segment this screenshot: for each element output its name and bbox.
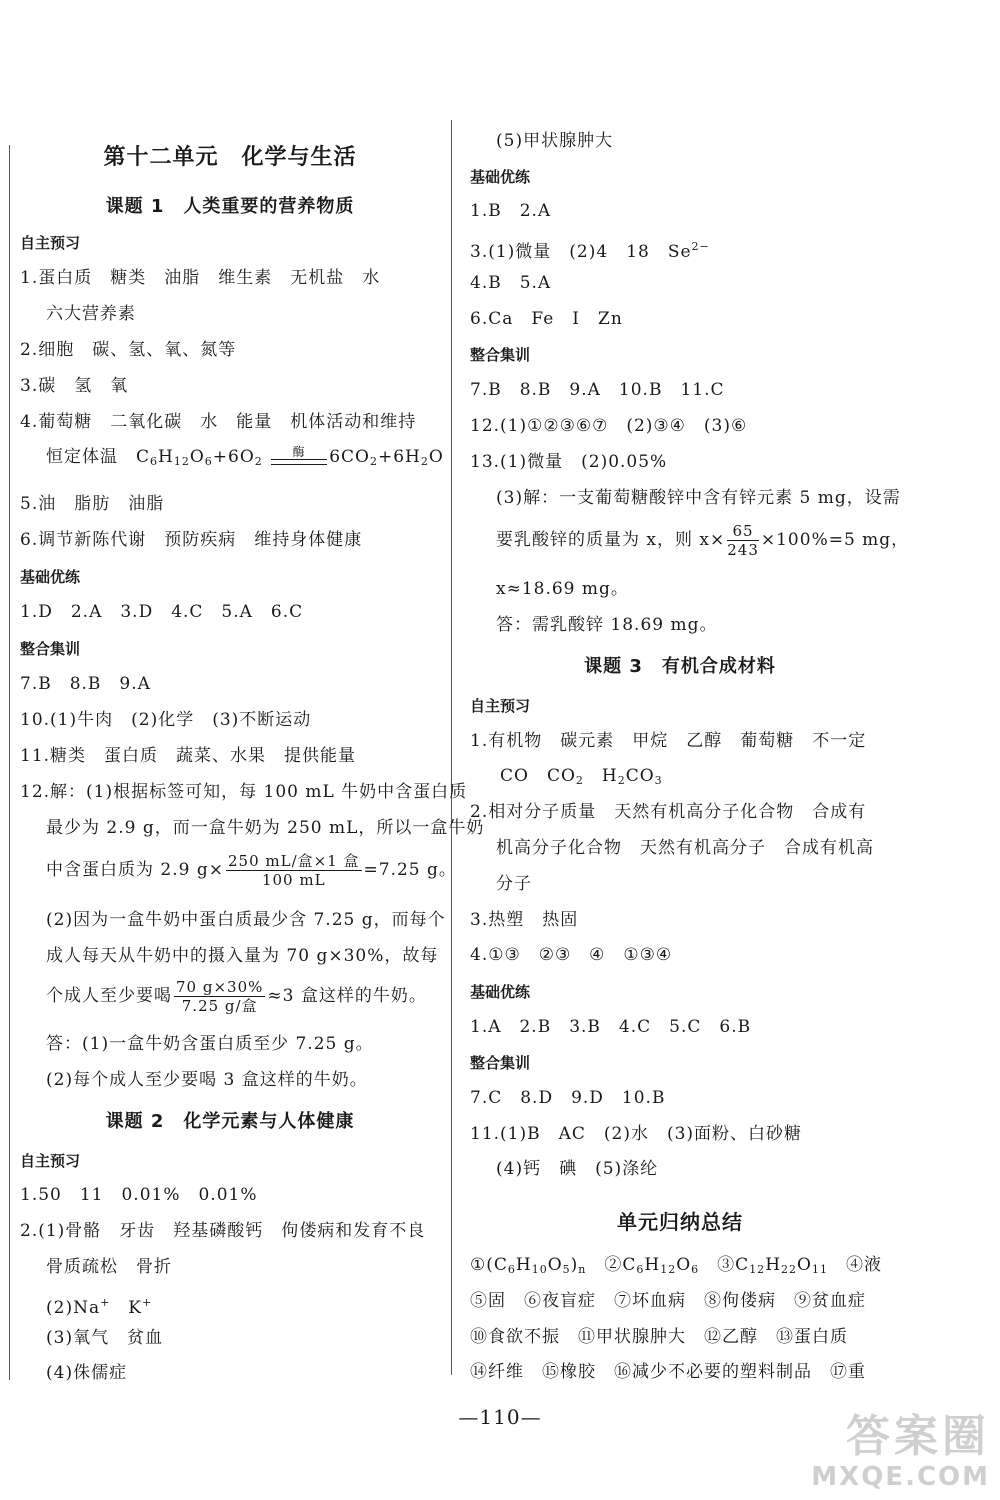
answer-line: 12.解：(1)根据标签可知，每 100 mL 牛奶中含蛋白质: [20, 782, 468, 802]
formula-subscript: 6: [150, 455, 159, 468]
formula-subscript: 6: [691, 1263, 700, 1276]
answer-line: 4.B 5.A: [470, 273, 552, 293]
formula-text: 6CO: [329, 447, 370, 467]
formula-text: H: [583, 766, 618, 786]
formula-subscript: 2: [369, 455, 378, 468]
formula-subscript: 11: [811, 1263, 828, 1276]
answer-line: 3.碳 氢 氧: [20, 376, 129, 396]
formula-text: O: [189, 447, 205, 467]
watermark-url: MXQE.COM: [811, 1462, 990, 1492]
formula-text: H: [644, 1255, 661, 1275]
answer-line: 3.热塑 热固: [470, 910, 579, 930]
topic-2-title: 课题 2 化学元素与人体健康: [105, 1111, 355, 1132]
formula-subscript: 12: [173, 455, 190, 468]
ion-text: (2)Na: [46, 1298, 101, 1318]
summary-line: [470, 1254, 882, 1281]
answer-line: [470, 765, 663, 792]
answer-line: 1.A 2.B 3.B 4.C 5.C 6.B: [470, 1017, 752, 1037]
answer-line: 10.(1)牛肉 (2)化学 (3)不断运动: [20, 710, 312, 730]
answer-line: 7.C 8.D 9.D 10.B: [470, 1088, 666, 1108]
formula-text: ): [570, 1255, 579, 1275]
formula-subscript: 22: [781, 1263, 798, 1276]
answer-line: (2)每个成人至少要喝 3 盒这样的牛奶。: [46, 1070, 368, 1090]
formula-subscript: 12: [749, 1263, 766, 1276]
formula-text: O: [547, 1255, 563, 1275]
formula-text: C: [136, 447, 151, 467]
ion-text: K: [110, 1298, 143, 1318]
formula-text: ③C: [699, 1255, 750, 1275]
answer-line: (2)因为一盒牛奶中蛋白质最少含 7.25 g，而每个: [46, 910, 446, 930]
answer-line: 1.D 2.A 3.D 4.C 5.A 6.C: [20, 602, 304, 622]
watermark: [811, 1412, 990, 1492]
formula-subscript: 2: [254, 455, 263, 468]
fraction: [174, 978, 265, 1015]
answer-line: (4)钙 碘 (5)涤纶: [496, 1159, 659, 1179]
answer-line: 6.调节新陈代谢 预防疾病 维持身体健康: [20, 530, 363, 550]
fraction-prefix: 个成人至少要喝: [46, 986, 172, 1006]
answer-line: [470, 236, 710, 263]
section-heading: 自主预习: [470, 697, 531, 715]
page-number: —110—: [458, 1405, 542, 1429]
answer-line: 4.①③ ②③ ④ ①③④: [470, 945, 673, 965]
formula-subscript: 2: [420, 455, 429, 468]
fraction-numerator: 65: [727, 522, 759, 541]
formula-text: H: [158, 447, 174, 467]
answer-line: 1.B 2.A: [470, 201, 552, 221]
answer-line: 5.油 脂肪 油脂: [20, 494, 165, 514]
fraction-denominator: 243: [727, 541, 759, 559]
section-heading: 基础优练: [470, 983, 531, 1001]
answer-line: (3)氧气 贫血: [46, 1328, 164, 1348]
summary-title: 单元归纳总结: [617, 1210, 743, 1234]
fraction: [226, 852, 362, 889]
answer-line: 13.(1)微量 (2)0.05%: [470, 452, 668, 472]
section-heading: 整合集训: [470, 346, 531, 364]
answer-line: 骨质疏松 骨折: [46, 1257, 172, 1277]
ion-text: 3.(1)微量 (2)4 18 Se: [470, 242, 692, 262]
answer-line: [20, 1292, 152, 1319]
formula-subscript: 2: [617, 774, 626, 787]
equation-prefix: 恒定体温: [46, 447, 136, 467]
topic-3-title: 课题 3 有机合成材料: [584, 656, 776, 677]
formula-text: CO: [625, 766, 655, 786]
fraction-denominator: 100 mL: [261, 871, 326, 889]
section-heading: 自主预习: [20, 1152, 81, 1170]
formula-text: ④液: [827, 1255, 882, 1275]
formula-subscript: 6: [204, 455, 213, 468]
answer-line: 7.B 8.B 9.A: [20, 674, 151, 694]
watermark-logo: 答案圈: [846, 1411, 990, 1462]
ion-charge: +: [100, 1296, 111, 1309]
fraction-denominator: 7.25 g/盒: [181, 997, 258, 1015]
summary-line: ⑩食欲不振 ⑪甲状腺肿大 ⑫乙醇 ⑬蛋白质: [470, 1327, 848, 1347]
fraction-suffix: ×100%=5 mg，: [760, 530, 910, 550]
formula-text: O: [428, 447, 444, 467]
answer-line: (3)解：一支葡萄糖酸锌中含有锌元素 5 mg，设需: [496, 488, 901, 508]
formula-text: H: [765, 1255, 782, 1275]
ion-charge: 2−: [691, 240, 710, 253]
section-heading: 整合集训: [470, 1054, 531, 1072]
answer-line: 机高分子化合物 天然有机高分子 合成有机高: [496, 838, 874, 858]
section-heading: 自主预习: [20, 234, 81, 252]
answer-line: 11.(1)B AC (2)水 (3)面粉、白砂糖: [470, 1124, 803, 1144]
fraction-suffix: ≈3 盒这样的牛奶。: [267, 986, 427, 1006]
answer-line: 1.蛋白质 糖类 油脂 维生素 无机盐 水: [20, 268, 381, 288]
answer-line: 11.糖类 蛋白质 蔬菜、水果 提供能量: [20, 746, 357, 766]
answer-line: 六大营养素: [46, 304, 136, 324]
formula-subscript: n: [578, 1263, 587, 1276]
summary-line: ⑭纤维 ⑮橡胶 ⑯减少不必要的塑料制品 ⑰重: [470, 1362, 866, 1382]
fraction-line: [20, 978, 427, 1015]
answer-line: 2.相对分子质量 天然有机高分子化合物 合成有: [470, 802, 867, 822]
fraction-suffix: =7.25 g。: [363, 860, 457, 880]
answer-line: 1.50 11 0.01% 0.01%: [20, 1185, 258, 1205]
answer-line: 2.细胞 碳、氢、氧、氮等: [20, 340, 237, 360]
answer-line: 答：需乳酸锌 18.69 mg。: [496, 615, 718, 635]
left-margin-rule: [9, 145, 10, 1380]
answer-line: 成人每天从牛奶中的摄入量为 70 g×30%，故每: [46, 946, 439, 966]
formula-subscript: 6: [507, 1263, 516, 1276]
fraction-line: [20, 852, 457, 889]
formula-text: O: [676, 1255, 692, 1275]
equals-bar: [271, 459, 327, 465]
equation-line: [20, 445, 444, 473]
formula-subscript: 10: [531, 1263, 548, 1276]
answer-line: 4.葡萄糖 二氧化碳 水 能量 机体活动和维持: [20, 412, 417, 432]
fraction: [727, 522, 759, 559]
answer-line: 2.(1)骨骼 牙齿 羟基磷酸钙 佝偻病和发育不良: [20, 1221, 426, 1241]
topic-1-title: 课题 1 人类重要的营养物质: [105, 196, 355, 217]
formula-subscript: 12: [660, 1263, 677, 1276]
formula-text: O: [797, 1255, 812, 1275]
answer-line: 12.(1)①②③⑥⑦ (2)③④ (3)⑥: [470, 416, 748, 436]
formula-text: CO CO: [500, 766, 576, 786]
formula-text: +6O: [212, 447, 255, 467]
section-heading: 基础优练: [20, 568, 81, 586]
formula-subscript: 3: [654, 774, 663, 787]
column-divider: [451, 120, 452, 1375]
answer-line: 7.B 8.B 9.A 10.B 11.C: [470, 380, 725, 400]
answer-line: (5)甲状腺肿大: [496, 131, 614, 151]
fraction-numerator: 70 g×30%: [176, 978, 264, 996]
ion-charge: +: [142, 1296, 153, 1309]
formula-text: +6H: [377, 447, 421, 467]
fraction-numerator: 250 mL/盒×1 盒: [227, 852, 360, 870]
answer-line: (4)侏儒症: [46, 1363, 128, 1383]
section-heading: 基础优练: [470, 168, 531, 186]
formula-text: ①(C: [470, 1255, 508, 1275]
fraction-line: [470, 522, 909, 559]
formula-subscript: 5: [562, 1263, 571, 1276]
formula-subscript: 6: [636, 1263, 645, 1276]
catalyst-label: 酶: [292, 445, 306, 459]
fraction-prefix: 中含蛋白质为 2.9 g×: [46, 860, 224, 880]
answer-line: 最少为 2.9 g，而一盒牛奶为 250 mL，所以一盒牛奶: [46, 818, 485, 838]
formula-text: H: [515, 1255, 532, 1275]
reaction-arrow: [271, 445, 327, 473]
section-heading: 整合集训: [20, 640, 81, 658]
formula-subscript: 2: [575, 774, 584, 787]
answer-line: x≈18.69 mg。: [496, 579, 629, 599]
answer-line: 6.Ca Fe I Zn: [470, 309, 623, 329]
answer-line: 答：(1)一盒牛奶含蛋白质至少 7.25 g。: [46, 1034, 374, 1054]
fraction-prefix: 要乳酸锌的质量为 x，则 x×: [496, 530, 726, 550]
formula-text: ②C: [586, 1255, 637, 1275]
summary-line: ⑤固 ⑥夜盲症 ⑦坏血病 ⑧佝偻病 ⑨贫血症: [470, 1291, 866, 1311]
answer-line: 1.有机物 碳元素 甲烷 乙醇 葡萄糖 不一定: [470, 731, 867, 751]
unit-title: 第十二单元 化学与生活: [103, 145, 357, 170]
answer-line: 分子: [496, 874, 532, 894]
